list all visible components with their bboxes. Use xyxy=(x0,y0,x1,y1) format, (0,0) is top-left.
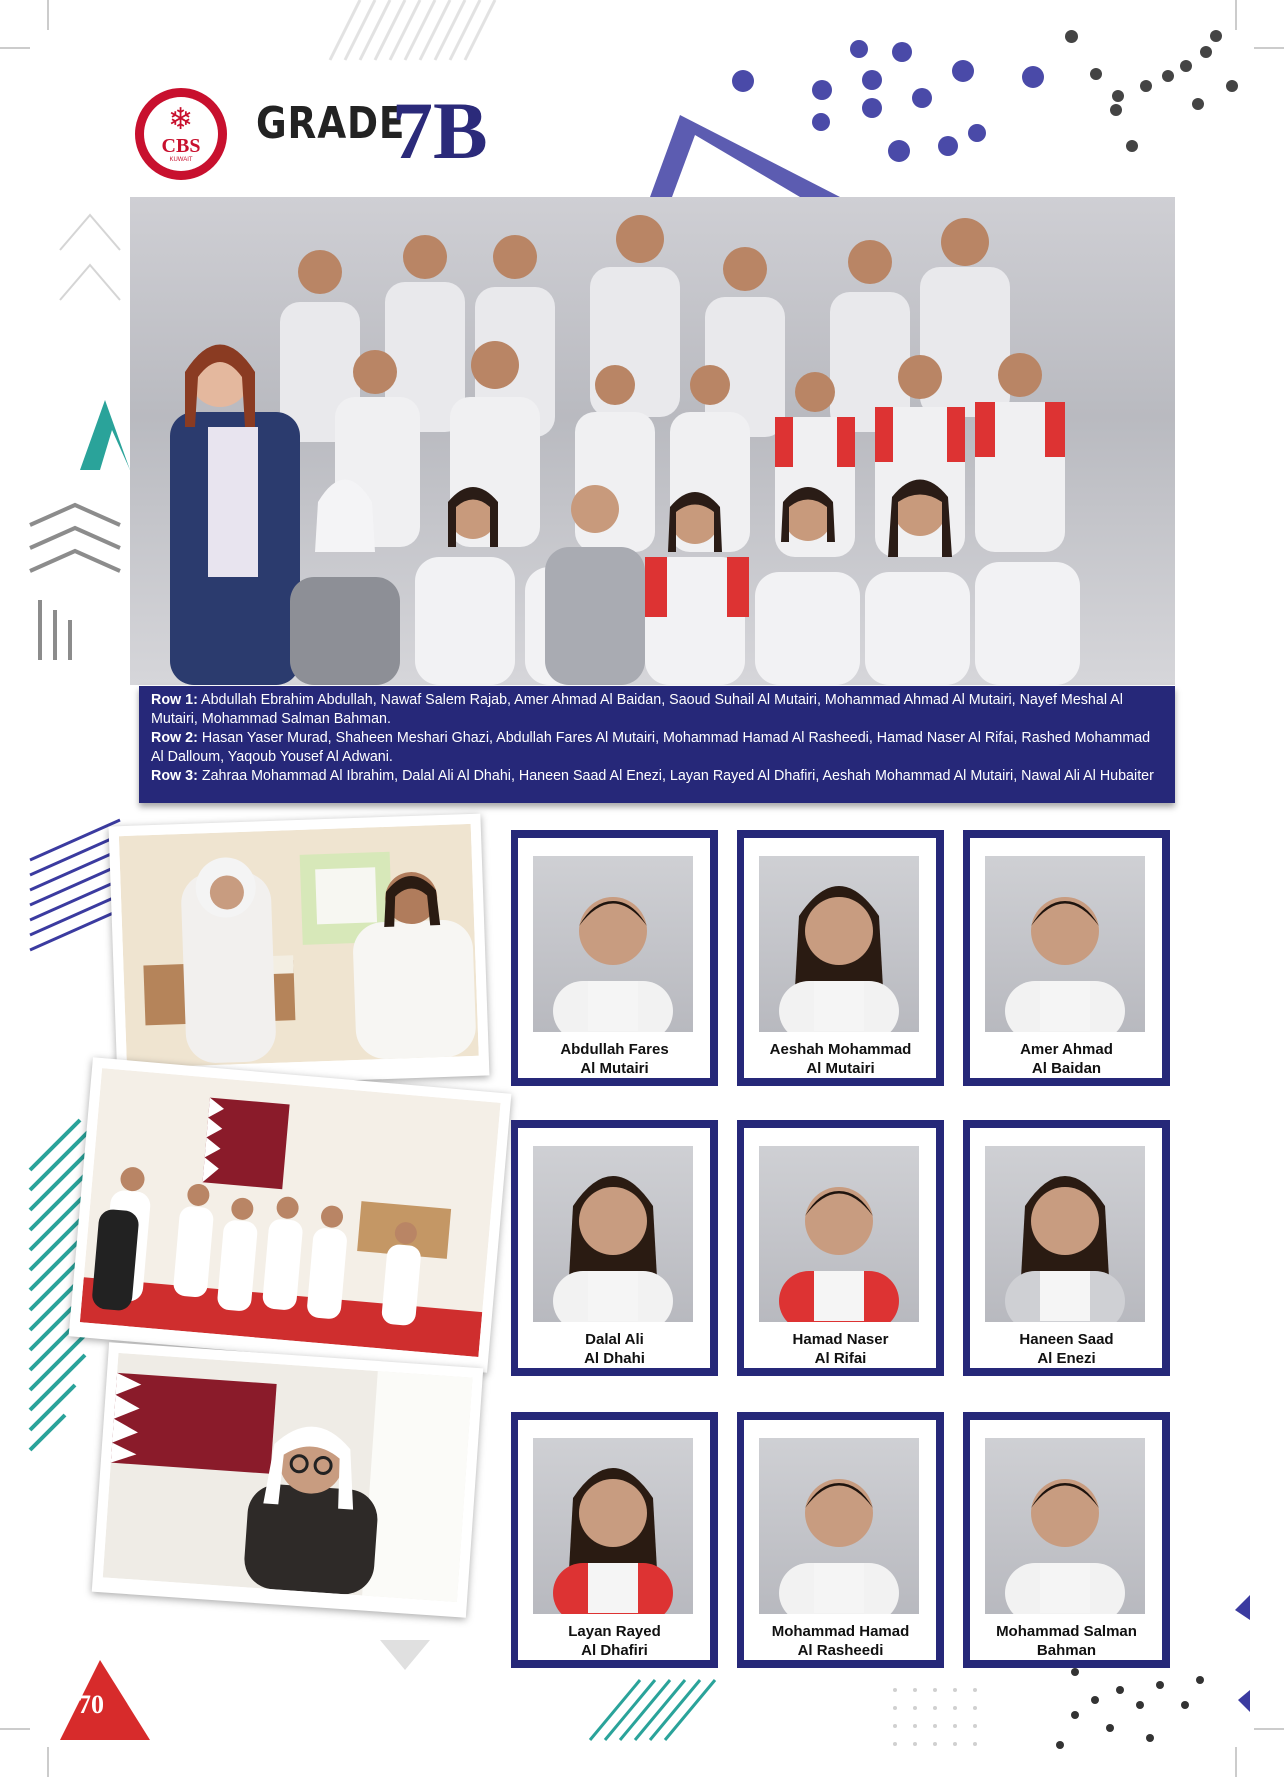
student-portrait-photo xyxy=(985,1438,1145,1614)
student-name-line2: Al Dhafiri xyxy=(581,1642,648,1659)
caption-row-1 xyxy=(151,691,1163,729)
decor-dot xyxy=(1226,80,1238,92)
student-name-line2: Al Mutairi xyxy=(806,1060,875,1077)
portrait-card xyxy=(963,1120,1170,1376)
student-name-line1: Dalal Ali xyxy=(585,1331,644,1348)
decor-dot xyxy=(1126,140,1138,152)
portrait-card xyxy=(511,1120,718,1376)
decor-dot xyxy=(892,42,912,62)
decor-dot xyxy=(1110,104,1122,116)
candid-photo-reading xyxy=(109,814,490,1089)
caption-row-names: Hasan Yaser Murad, Shaheen Meshari Ghazi, Abdullah Fares Al Mutairi, Mohammad Hamad Al Rasheedi, Hamad Naser Al Rifai, Rashed Mohammad Al Dalloum, Yaqoub Yousef Al Adwani. xyxy=(151,730,1151,765)
student-name-line2: Al Enezi xyxy=(1037,1350,1096,1367)
decor-dot xyxy=(1090,68,1102,80)
student-name-line1: Aeshah Mohammad xyxy=(769,1041,912,1058)
logo-text: CBS xyxy=(161,135,201,157)
student-name-line1: Mohammad Hamad xyxy=(771,1623,910,1640)
decor-dot xyxy=(1140,80,1152,92)
caption-row-names: Abdullah Ebrahim Abdullah, Nawaf Salem Rajab, Amer Ahmad Al Baidan, Saoud Suhail Al Mutairi, Mohammad Ahmad Al Mutairi, Nayef Meshal Al Mutairi, Mohammad Salman Bahman. xyxy=(151,692,1123,727)
student-portrait-photo xyxy=(533,856,693,1032)
maple-leaf-icon: ❄ xyxy=(168,103,194,136)
candid-photo-classroom xyxy=(69,1057,512,1373)
decor-dot xyxy=(912,88,932,108)
decor-dot xyxy=(1200,46,1212,58)
student-name-line2: Al Mutairi xyxy=(580,1060,649,1077)
decor-dot xyxy=(1065,30,1078,43)
decor-dot xyxy=(1162,70,1174,82)
student-name-line2: Al Baidan xyxy=(1031,1060,1102,1077)
decor-dot xyxy=(862,98,882,118)
student-portrait-photo xyxy=(759,856,919,1032)
student-name-line2: Bahman xyxy=(1036,1642,1097,1659)
portrait-card xyxy=(511,830,718,1086)
decor-dot xyxy=(1180,60,1192,72)
student-name-line1: Mohammad Salman xyxy=(996,1623,1137,1640)
page-number-badge xyxy=(60,1660,150,1740)
decor-dot xyxy=(732,70,754,92)
logo-subtext: KUWAIT xyxy=(169,157,193,163)
portrait-card xyxy=(963,1412,1170,1668)
student-name-line2: Al Rifai xyxy=(814,1350,867,1367)
caption-row-label: Row 2: xyxy=(151,730,198,746)
decor-dot xyxy=(968,124,986,142)
student-portrait-photo xyxy=(533,1146,693,1322)
page-title-class: 7B xyxy=(392,85,488,176)
student-portrait-photo xyxy=(533,1438,693,1614)
decor-dot xyxy=(952,60,974,82)
student-name-line1: Layan Rayed xyxy=(568,1623,661,1640)
caption-row-label: Row 1: xyxy=(151,692,198,708)
page-title-grade: GRADE xyxy=(256,98,406,149)
portrait-card xyxy=(511,1412,718,1668)
decor-dot xyxy=(850,40,868,58)
decor-dot xyxy=(1112,90,1124,102)
portrait-card xyxy=(737,1120,944,1376)
caption-row-names: Zahraa Mohammad Al Ibrahim, Dalal Ali Al Dhahi, Haneen Saad Al Enezi, Layan Rayed Al Dhafiri, Aeshah Mohammad Al Mutairi, Nawal Ali Al Hubaiter xyxy=(197,768,1154,784)
candid-photo-qatar xyxy=(92,1342,484,1618)
decor-dot xyxy=(1192,98,1204,110)
portrait-card xyxy=(737,1412,944,1668)
student-portrait-photo xyxy=(759,1146,919,1322)
decor-dot xyxy=(812,113,830,131)
page-number: 70 xyxy=(78,1690,104,1719)
decor-dot xyxy=(862,70,882,90)
student-name-line2: Al Rasheedi xyxy=(797,1642,884,1659)
student-portrait-photo xyxy=(759,1438,919,1614)
student-name-line1: Haneen Saad xyxy=(1019,1331,1114,1348)
school-logo xyxy=(135,88,227,180)
decor-dot xyxy=(1022,66,1044,88)
student-name-line1: Amer Ahmad xyxy=(1020,1041,1113,1058)
student-portrait-photo xyxy=(985,1146,1145,1322)
decor-dot xyxy=(938,136,958,156)
portrait-card xyxy=(963,830,1170,1086)
caption-row-2 xyxy=(151,729,1163,767)
caption-row-label: Row 3: xyxy=(151,768,198,784)
student-name-line1: Hamad Naser xyxy=(792,1331,889,1348)
caption-row-3 xyxy=(151,767,1163,786)
class-group-photo xyxy=(130,197,1175,685)
decor-dot xyxy=(812,80,832,100)
decor-dot xyxy=(888,140,910,162)
portrait-card xyxy=(737,830,944,1086)
student-name-line1: Abdullah Fares xyxy=(560,1041,669,1058)
student-portrait-photo xyxy=(985,856,1145,1032)
decor-dot xyxy=(1210,30,1222,42)
class-photo-caption xyxy=(139,686,1175,803)
student-name-line2: Al Dhahi xyxy=(584,1350,645,1367)
